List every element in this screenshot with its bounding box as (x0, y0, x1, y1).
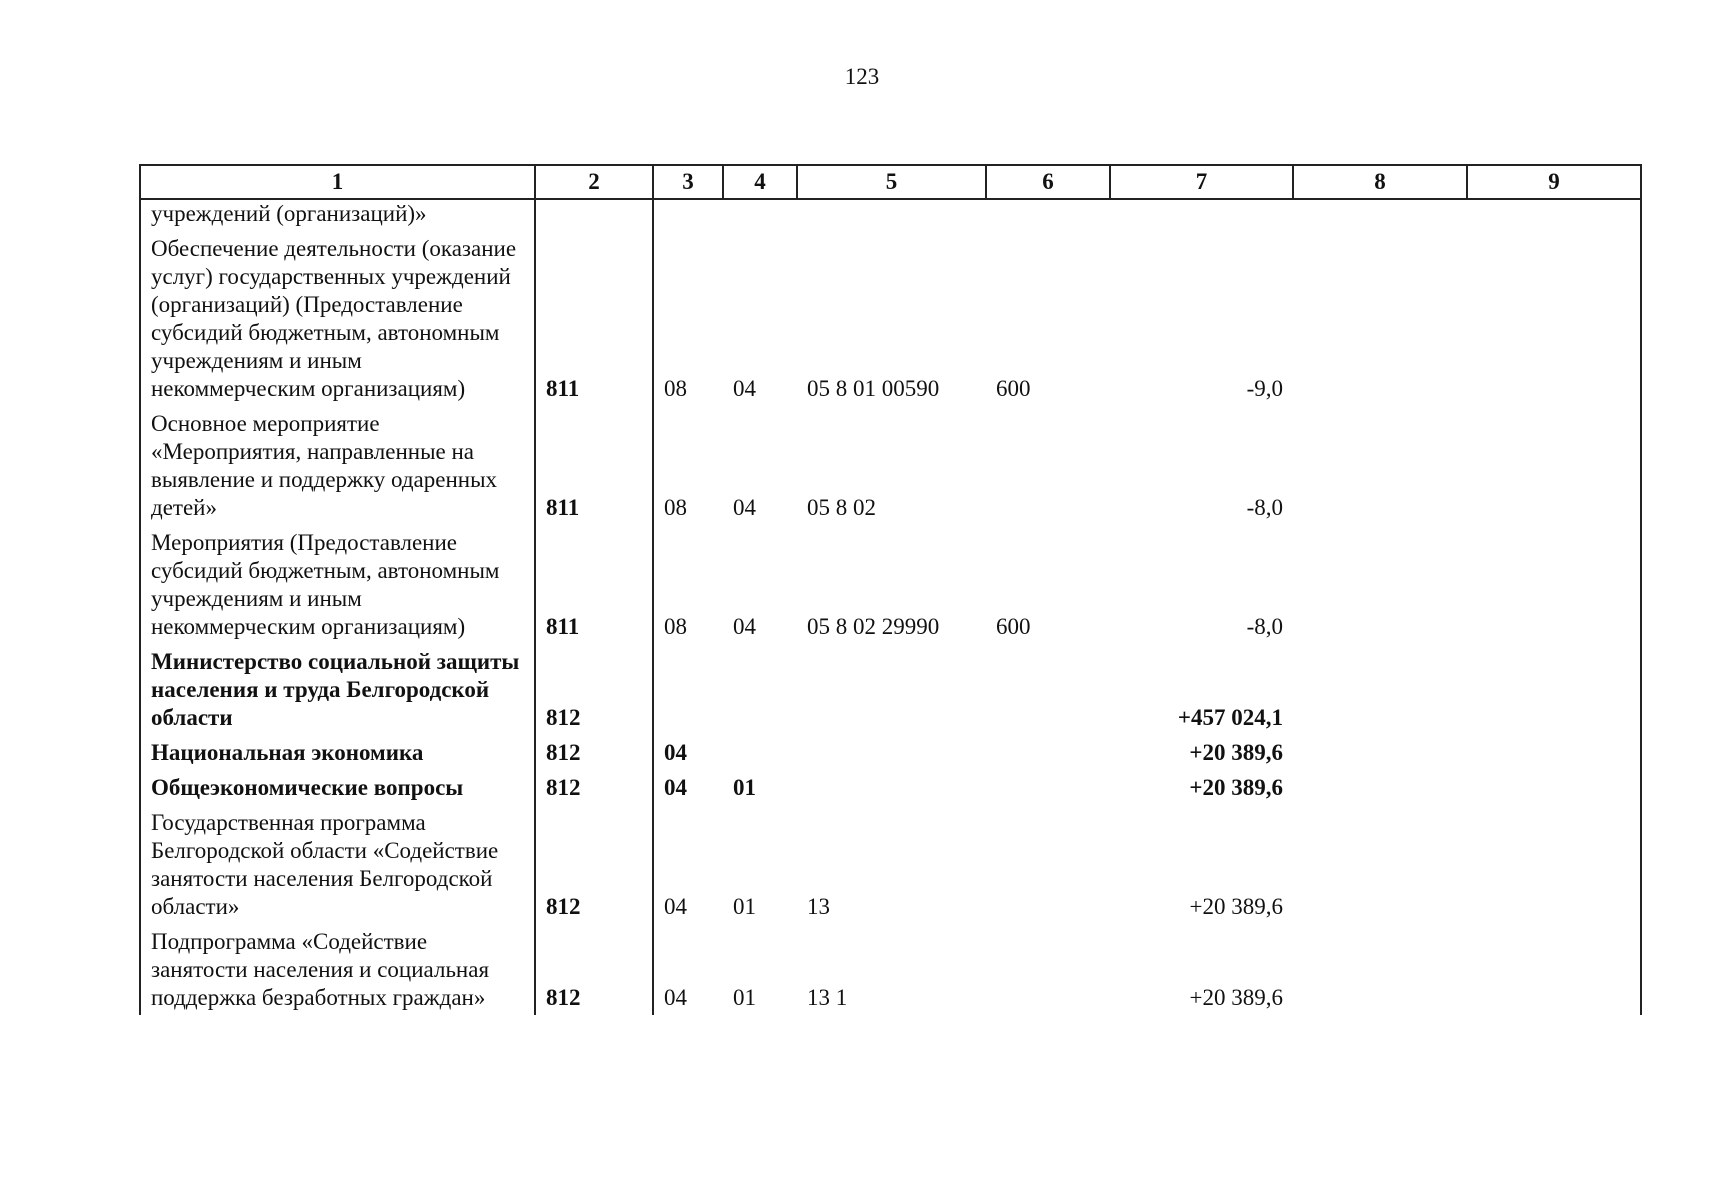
budget-table (139, 164, 1642, 1015)
cell-admin: 812 (535, 924, 653, 1015)
column-header-2: 2 (535, 165, 653, 199)
table-row (140, 805, 1641, 924)
cell-admin: 811 (535, 406, 653, 525)
cell-empty (1467, 805, 1641, 924)
cell-target: 13 (807, 894, 830, 919)
cell-empty (1293, 805, 1467, 924)
cell-section (653, 199, 723, 231)
cell-expense (986, 770, 1110, 805)
cell-target: 13 1 (807, 985, 848, 1010)
cell-amount: +20 389,6 (1189, 985, 1283, 1010)
cell-section: 04 (664, 894, 687, 919)
cell-section: 04 (664, 775, 687, 800)
cell-empty (1467, 525, 1641, 644)
table-header (140, 165, 1641, 199)
table-row (140, 525, 1641, 644)
cell-subsection (723, 644, 797, 735)
cell-amount: -8,0 (1246, 495, 1283, 520)
cell-section: 08 (664, 614, 687, 639)
table-body (140, 199, 1641, 1015)
cell-amount: +457 024,1 (1177, 705, 1283, 730)
cell-empty (1467, 199, 1641, 231)
cell-empty (1467, 770, 1641, 805)
cell-name: учреждений (организаций)» (140, 199, 535, 231)
column-header-1: 1 (140, 165, 535, 199)
cell-expense (986, 644, 1110, 735)
cell-name: Мероприятия (Предоставление субсидий бюджетным, автономным учреждениям и иным некоммерческим организациям) (140, 525, 535, 644)
cell-expense (986, 199, 1110, 231)
cell-name: Основное мероприятие «Мероприятия, направленные на выявление и поддержку одаренных детей» (140, 406, 535, 525)
cell-target: 05 8 02 (807, 495, 876, 520)
cell-subsection: 01 (733, 985, 756, 1010)
cell-name: Общеэкономические вопросы (140, 770, 535, 805)
cell-amount: -8,0 (1246, 614, 1283, 639)
cell-target (797, 770, 986, 805)
cell-section: 08 (664, 376, 687, 401)
cell-section: 08 (664, 495, 687, 520)
cell-empty (1293, 924, 1467, 1015)
cell-target (797, 644, 986, 735)
cell-expense (986, 805, 1110, 924)
cell-empty (1293, 735, 1467, 770)
cell-expense (986, 735, 1110, 770)
column-header-5: 5 (797, 165, 986, 199)
cell-name: Национальная экономика (140, 735, 535, 770)
cell-empty (1293, 644, 1467, 735)
column-header-3: 3 (653, 165, 723, 199)
cell-empty (1467, 231, 1641, 406)
cell-amount: -9,0 (1246, 376, 1283, 401)
table-row (140, 770, 1641, 805)
cell-subsection (723, 735, 797, 770)
cell-expense (986, 406, 1110, 525)
table-row (140, 406, 1641, 525)
cell-section (653, 644, 723, 735)
cell-amount: +20 389,6 (1189, 775, 1283, 800)
table-row (140, 231, 1641, 406)
cell-admin: 812 (535, 735, 653, 770)
cell-expense: 600 (996, 376, 1031, 401)
cell-section: 04 (664, 740, 687, 765)
cell-empty (1467, 735, 1641, 770)
cell-admin: 812 (535, 644, 653, 735)
cell-empty (1467, 406, 1641, 525)
cell-empty (1467, 924, 1641, 1015)
cell-name: Министерство социальной защиты населения и труда Белгородской области (140, 644, 535, 735)
cell-target (797, 735, 986, 770)
cell-amount: +20 389,6 (1189, 894, 1283, 919)
cell-expense: 600 (996, 614, 1031, 639)
table-row (140, 924, 1641, 1015)
cell-name: Государственная программа Белгородской области «Содействие занятости населения Белгородской области» (140, 805, 535, 924)
cell-section: 04 (664, 985, 687, 1010)
column-header-8: 8 (1293, 165, 1467, 199)
cell-target (797, 199, 986, 231)
cell-empty (1293, 231, 1467, 406)
table-row (140, 735, 1641, 770)
column-header-9: 9 (1467, 165, 1641, 199)
table-row (140, 644, 1641, 735)
cell-expense (986, 924, 1110, 1015)
cell-subsection: 01 (733, 775, 756, 800)
cell-admin (535, 199, 653, 231)
cell-subsection (723, 199, 797, 231)
cell-amount: +20 389,6 (1189, 740, 1283, 765)
page-number: 123 (844, 64, 880, 89)
table-row (140, 199, 1641, 231)
column-header-4: 4 (723, 165, 797, 199)
cell-target: 05 8 01 00590 (807, 376, 940, 401)
cell-admin: 811 (535, 525, 653, 644)
cell-admin: 812 (535, 805, 653, 924)
cell-subsection: 01 (733, 894, 756, 919)
cell-subsection: 04 (733, 376, 756, 401)
cell-empty (1467, 644, 1641, 735)
cell-amount (1110, 199, 1293, 231)
cell-empty (1293, 199, 1467, 231)
cell-subsection: 04 (733, 614, 756, 639)
cell-admin: 811 (535, 231, 653, 406)
cell-admin: 812 (535, 770, 653, 805)
cell-empty (1293, 525, 1467, 644)
header-row (140, 165, 1641, 199)
cell-empty (1293, 770, 1467, 805)
cell-target: 05 8 02 29990 (807, 614, 940, 639)
cell-name: Подпрограмма «Содействие занятости населения и социальная поддержка безработных граждан» (140, 924, 535, 1015)
cell-subsection: 04 (733, 495, 756, 520)
cell-empty (1293, 406, 1467, 525)
cell-name: Обеспечение деятельности (оказание услуг) государственных учреждений (организаций) (Предоставление субсидий бюджетным, автономным учреждениям и иным некоммерческим организациям) (140, 231, 535, 406)
column-header-7: 7 (1110, 165, 1293, 199)
column-header-6: 6 (986, 165, 1110, 199)
